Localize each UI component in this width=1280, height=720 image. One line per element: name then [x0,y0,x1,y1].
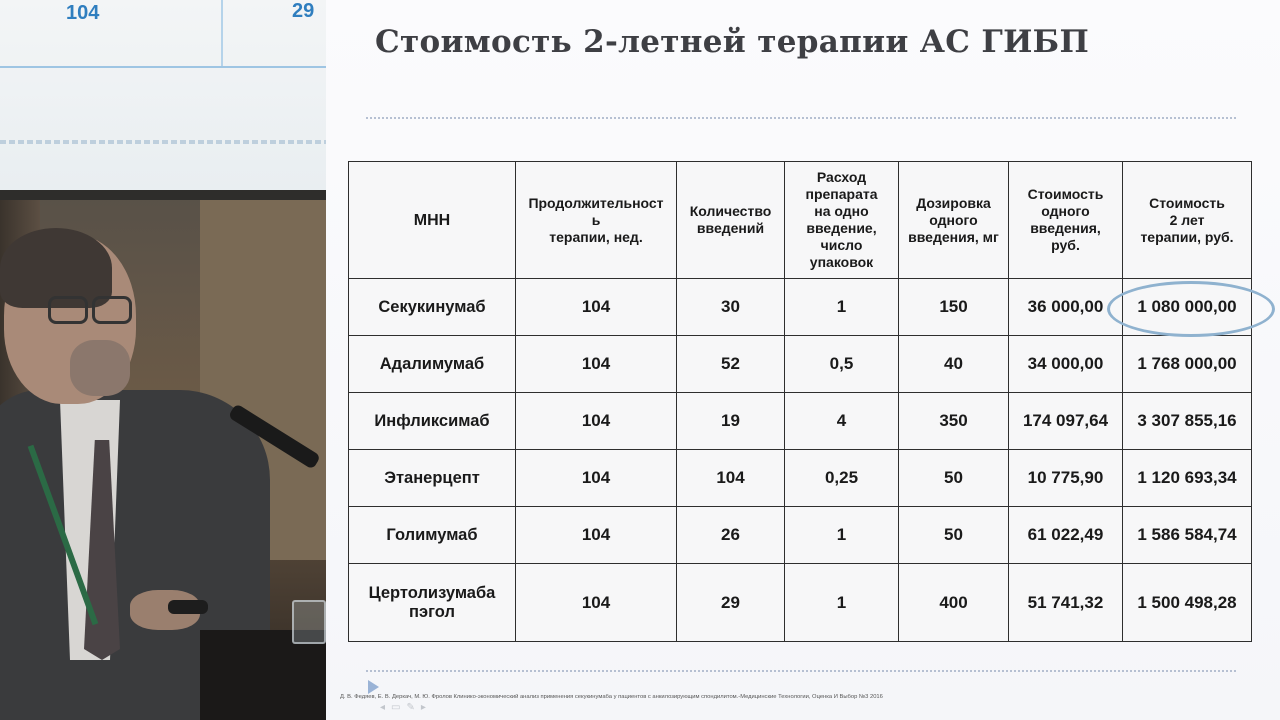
projector-cell-value: 29 [292,0,315,22]
table-header-cell: Дозировка одного введения, мг [899,162,1009,279]
table-cell: 104 [516,507,677,564]
table-header-cell: Стоимость 2 лет терапии, руб. [1123,162,1252,279]
cost-table [348,161,1252,642]
forward-icon[interactable]: ▸ [420,702,432,713]
pen-icon[interactable]: ✎ [406,702,421,713]
table-cell-drug: Адалимумаб [349,336,516,393]
projector-cell-value: 104 [66,2,100,24]
table-cell: 10 775,90 [1009,450,1123,507]
projector-table-line [0,66,326,68]
table-cell: 1 [785,507,899,564]
table-cell: 104 [677,450,785,507]
table-cell: 34 000,00 [1009,336,1123,393]
table-cell-drug: Секукинумаб [349,279,516,336]
presentation-slide [326,0,1280,720]
table-cell-drug: Цертолизумаба пэгол [349,564,516,642]
table-cell: 1 586 584,74 [1123,507,1252,564]
projector-screen [0,0,326,200]
table-header-cell: МНН [349,162,516,279]
table-cell: 104 [516,279,677,336]
table-cell: 1 120 693,34 [1123,450,1252,507]
table-cell: 19 [677,393,785,450]
slide-title: Стоимость 2-летней терапии АС ГИБП [375,24,1090,60]
table-header-cell: Расход препарата на одно введение, число упаковок [785,162,899,279]
table-cell: 61 022,49 [1009,507,1123,564]
table-cell: 104 [516,393,677,450]
table-row [349,450,1252,507]
back-icon[interactable]: ◂ [380,702,392,713]
speaker-beard [70,340,130,396]
table-cell: 51 741,32 [1009,564,1123,642]
table-header-row [349,162,1252,279]
table-cell: 1 [785,564,899,642]
table-header-cell: Продолжительност ь терапии, нед. [516,162,677,279]
table-row [349,336,1252,393]
table-cell: 50 [899,450,1009,507]
table-cell: 29 [677,564,785,642]
table-cell: 1 [785,279,899,336]
divider [366,117,1236,119]
menu-icon[interactable]: ▭ [391,702,407,713]
table-cell-drug: Голимумаб [349,507,516,564]
table-cell: 174 097,64 [1009,393,1123,450]
table-cell: 0,5 [785,336,899,393]
table-cell: 0,25 [785,450,899,507]
table-cell: 40 [899,336,1009,393]
projector-footnote-blur [0,140,326,144]
table-cell: 150 [899,279,1009,336]
water-glass [292,600,326,644]
play-icon[interactable] [368,680,379,694]
table-row [349,564,1252,642]
table-cell: 400 [899,564,1009,642]
video-speaker-area [0,0,326,720]
table-cell: 104 [516,564,677,642]
table-cell: 30 [677,279,785,336]
slide-nav-icons[interactable] [380,702,432,713]
presentation-clicker [168,600,208,614]
glasses-icon [48,296,136,322]
slide-footnote: Д. В. Федяев, Е. В. Деркач, М. Ю. Фролов Клинико-экономический анализ применения секукинумаба у пациентов с анкилозирующим спондилитом.-Медицинские Технологии, Оценка И Выбор №3 2016 [340,694,883,700]
table-cell: 350 [899,393,1009,450]
table-cell-highlighted: 1 080 000,00 [1123,279,1252,336]
table-cell: 104 [516,336,677,393]
table-header-cell: Стоимость одного введения, руб. [1009,162,1123,279]
table-cell: 3 307 855,16 [1123,393,1252,450]
table-cell: 1 500 498,28 [1123,564,1252,642]
table-cell: 52 [677,336,785,393]
table-row [349,393,1252,450]
projector-table-line [221,0,223,66]
highlight-ellipse [1107,281,1275,337]
table-cell-drug: Инфликсимаб [349,393,516,450]
table-cell: 104 [516,450,677,507]
table-cell: 50 [899,507,1009,564]
table-row [349,507,1252,564]
table-header-cell: Количество введений [677,162,785,279]
table-cell: 36 000,00 [1009,279,1123,336]
table-cell: 26 [677,507,785,564]
divider [366,670,1236,672]
table-cell-drug: Этанерцепт [349,450,516,507]
table-cell: 1 768 000,00 [1123,336,1252,393]
table-cell: 4 [785,393,899,450]
